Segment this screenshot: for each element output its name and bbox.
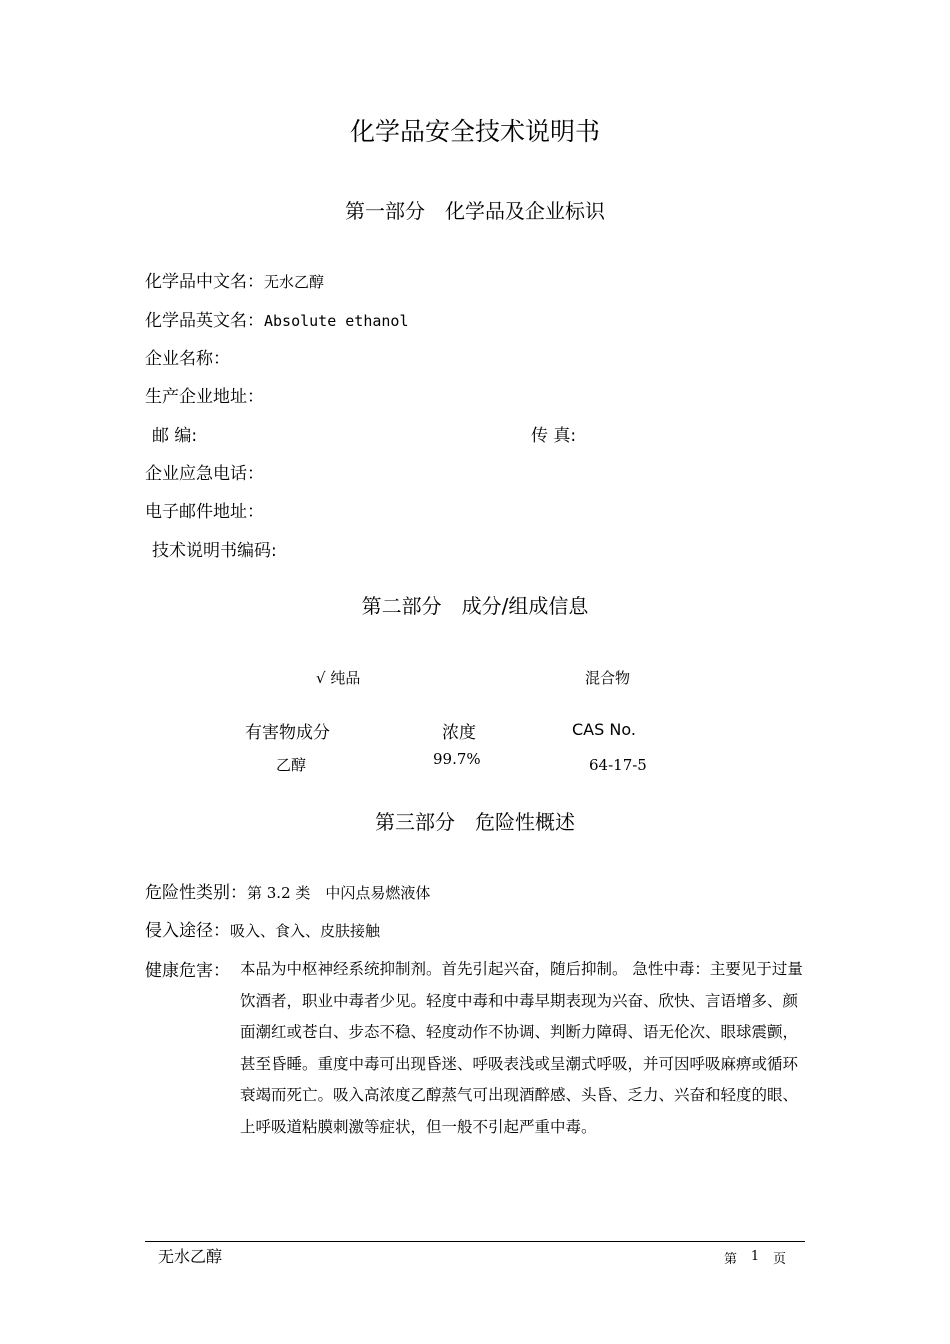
- page-prefix: 第: [724, 1252, 738, 1267]
- footer-rule: [145, 1241, 805, 1242]
- header-concentration: 浓度: [442, 723, 476, 743]
- pure-product-option: √ 纯品: [316, 669, 361, 687]
- entry-route-field: [145, 916, 380, 941]
- document-code-field: [152, 536, 277, 561]
- header-cas-number: CAS No.: [572, 720, 636, 739]
- address-field: [145, 382, 264, 407]
- mixture-option: 混合物: [585, 669, 631, 687]
- entry-route-value: 吸入、食入、皮肤接触: [230, 922, 381, 940]
- footer-page-indicator: [724, 1248, 786, 1267]
- fax-label: 传 真:: [531, 426, 577, 446]
- cn-name-value: 无水乙醇: [264, 273, 325, 291]
- page-number: 1: [750, 1249, 760, 1264]
- email-field: [145, 497, 264, 522]
- part3-title: 第三部分 危险性概述: [375, 810, 575, 834]
- document-title: 化学品安全技术说明书: [349, 117, 600, 146]
- en-name-value: Absolute ethanol: [264, 312, 409, 330]
- postcode-label: 邮 编:: [152, 426, 198, 446]
- footer-product-name: 无水乙醇: [158, 1247, 223, 1266]
- postcode-field: [152, 421, 197, 446]
- emergency-phone-label: 企业应急电话：: [145, 464, 264, 484]
- en-name-label: 化学品英文名：: [145, 311, 264, 331]
- hazard-category-value: 第 3.2 类 中闪点易燃液体: [247, 884, 431, 902]
- header-hazardous-component: 有害物成分: [245, 723, 330, 743]
- en-name-field: [145, 306, 409, 331]
- address-label: 生产企业地址：: [145, 387, 264, 407]
- concentration-cell: 99.7%: [433, 750, 481, 768]
- document-code-label: 技术说明书编码:: [152, 541, 277, 561]
- cn-name-label: 化学品中文名：: [145, 272, 264, 292]
- entry-route-label: 侵入途径：: [145, 921, 230, 941]
- hazard-category-field: [145, 878, 430, 903]
- emergency-phone-field: [145, 459, 264, 484]
- health-hazard-text: 本品为中枢神经系统抑制剂。首先引起兴奋，随后抑制。 急性中毒：主要见于过量饮酒者，职业中毒者少见。轻度中毒和中毒早期表现为兴奋、欣快、言语增多、颜面潮红或苍白、步态不稳、轻度动作不协调、判断力障碍、语无伦次、眼球震颤，甚至昏睡。重度中毒可出现昏迷、呼吸表浅或呈潮式呼吸，并可因呼吸麻痹或循环衰竭而死亡。吸入高浓度乙醇蒸气可出现酒醉感、头昏、乏力、兴奋和轻度的眼、上呼吸道粘膜刺激等症状，但一般不引起严重中毒。: [240, 960, 803, 1136]
- health-hazard-label: 健康危害：: [145, 961, 230, 981]
- company-name-label: 企业名称：: [145, 349, 230, 369]
- component-name-cell: 乙醇: [276, 756, 307, 774]
- part2-title: 第二部分 成分/组成信息: [361, 594, 589, 618]
- fax-field: [531, 421, 576, 446]
- email-label: 电子邮件地址：: [145, 502, 264, 522]
- cas-number-cell: 64-17-5: [589, 756, 647, 774]
- company-name-field: [145, 344, 230, 369]
- part1-title: 第一部分 化学品及企业标识: [345, 199, 605, 223]
- hazard-category-label: 危险性类别：: [145, 883, 247, 903]
- cn-name-field: [145, 267, 324, 292]
- page-suffix: 页: [773, 1252, 787, 1267]
